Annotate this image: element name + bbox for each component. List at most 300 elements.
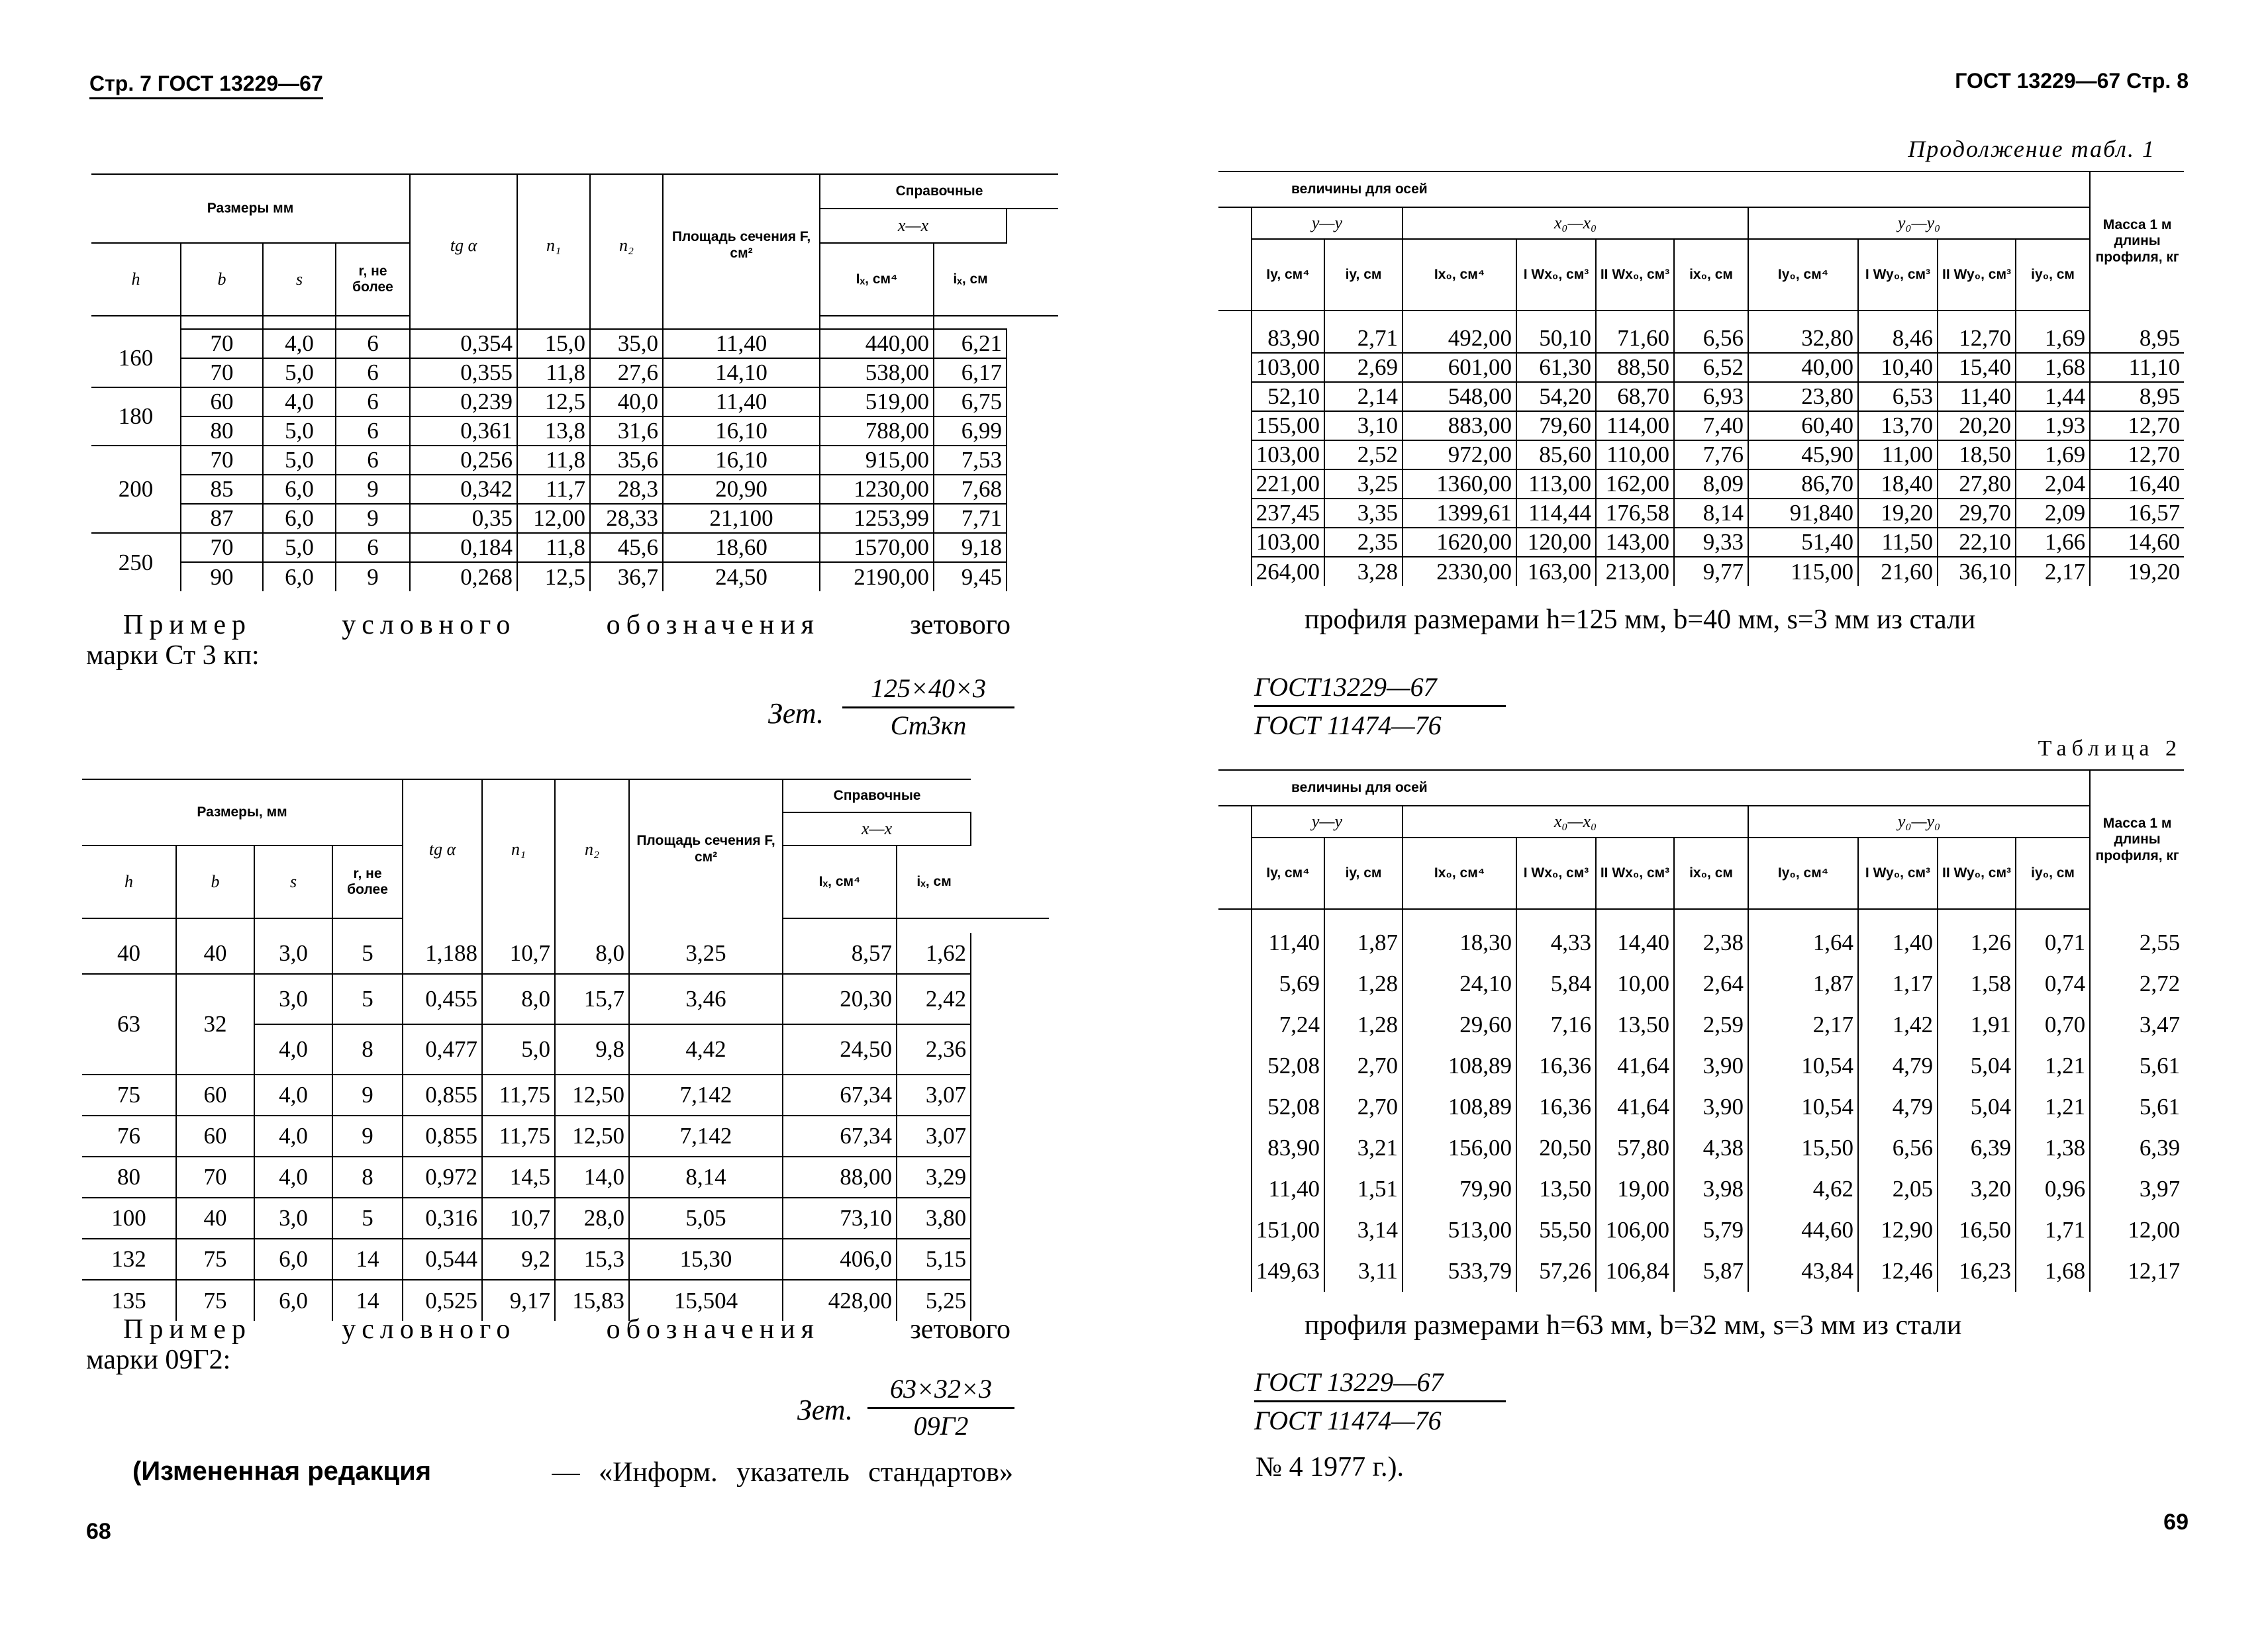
cell: 11,75 xyxy=(482,1116,555,1157)
cell: 0,361 xyxy=(410,416,517,446)
cell: 6,0 xyxy=(263,475,336,504)
cell: 1,21 xyxy=(2016,1045,2090,1087)
cell: 24,50 xyxy=(783,1024,897,1075)
cell: 16,10 xyxy=(663,416,820,446)
r2-th-wiix0: II Wx₀, см³ xyxy=(1596,838,1674,909)
cell: 4,79 xyxy=(1858,1045,1938,1087)
r2-th-iy: iy, см xyxy=(1324,838,1403,909)
cell: 788,00 xyxy=(820,416,934,446)
cell-end xyxy=(971,1116,1049,1157)
cell: 4,38 xyxy=(1674,1128,1748,1169)
example2-formula xyxy=(867,1373,1014,1441)
cell: 12,00 xyxy=(2090,1210,2184,1251)
table-row xyxy=(1218,922,2184,963)
example2-denominator: 09Г2 xyxy=(913,1411,969,1441)
continuation-label: Продолжение табл. 1 xyxy=(1908,136,2155,162)
cell: 7,16 xyxy=(1516,1004,1596,1045)
table2-caption: Таблица 2 xyxy=(2038,736,2182,761)
table-row xyxy=(91,562,1058,591)
cell: 2,04 xyxy=(2016,469,2090,499)
footer-note-rest: — «Информ. указатель стандартов» xyxy=(552,1457,1013,1488)
cell: 6 xyxy=(336,329,410,358)
cell: 114,00 xyxy=(1596,411,1674,440)
cell: 1,28 xyxy=(1324,1004,1403,1045)
cell: 3,29 xyxy=(897,1157,971,1198)
example2-line1 xyxy=(123,1314,1011,1345)
cell: 15,0 xyxy=(517,329,590,358)
cell: 7,76 xyxy=(1674,440,1748,469)
cell: 2,17 xyxy=(1748,1004,1858,1045)
cell: 24,10 xyxy=(1403,963,1516,1004)
r2-th-iy0: Iy₀, см⁴ xyxy=(1748,838,1858,909)
cell: 7,68 xyxy=(934,475,1007,504)
th2-Ix: Iₓ, см⁴ xyxy=(783,845,897,918)
cell: 8,14 xyxy=(629,1157,783,1198)
cell-h: 63 xyxy=(82,974,176,1075)
footer-note xyxy=(132,1457,1013,1488)
cell: 1,71 xyxy=(2016,1210,2090,1251)
cell: 73,10 xyxy=(783,1198,897,1239)
th2-ref: Справочные xyxy=(783,779,971,812)
cell: 52,10 xyxy=(1252,382,1324,411)
cell: 29,70 xyxy=(1938,499,2016,528)
cell: 103,00 xyxy=(1252,353,1324,382)
cell: 14 xyxy=(332,1239,403,1280)
cell: 57,26 xyxy=(1516,1251,1596,1292)
cell: 27,80 xyxy=(1938,469,2016,499)
right-table-2 xyxy=(1218,769,2184,1292)
cell: 6 xyxy=(336,387,410,416)
cell: 5,0 xyxy=(482,1024,555,1075)
cell: 5,25 xyxy=(897,1280,971,1321)
cell: 2,52 xyxy=(1324,440,1403,469)
cell: 8,57 xyxy=(783,933,897,974)
left-page-header: Стр. 7 ГОСТ 13229—67 xyxy=(89,72,323,99)
cell: 21,100 xyxy=(663,504,820,533)
cell: 7,142 xyxy=(629,1116,783,1157)
cell: 1570,00 xyxy=(820,533,934,562)
example1-numerator: 125×40×3 xyxy=(842,673,1014,708)
cell: 2,71 xyxy=(1324,324,1403,353)
table-row xyxy=(1218,557,2184,586)
right-example1-tail: профиля размерами h=125 мм, b=40 мм, s=3 мм из стали xyxy=(1305,604,1976,635)
cell: 120,00 xyxy=(1516,528,1596,557)
cell: 83,90 xyxy=(1252,324,1324,353)
cell: 2,05 xyxy=(1858,1169,1938,1210)
example1-formula xyxy=(842,673,1014,741)
cell-h: 80 xyxy=(82,1157,176,1198)
cell: 83,90 xyxy=(1252,1128,1324,1169)
cell: 0,239 xyxy=(410,387,517,416)
cell: 428,00 xyxy=(783,1280,897,1321)
cell: 1,68 xyxy=(2016,353,2090,382)
cell: 9 xyxy=(336,475,410,504)
cell: 10,40 xyxy=(1858,353,1938,382)
cell: 16,36 xyxy=(1516,1045,1596,1087)
cell-h: 132 xyxy=(82,1239,176,1280)
table-row xyxy=(91,475,1058,504)
cell: 0,855 xyxy=(403,1116,482,1157)
table-row xyxy=(91,504,1058,533)
cell: 6 xyxy=(336,446,410,475)
cell: 5,05 xyxy=(629,1198,783,1239)
cell: 4,0 xyxy=(254,1116,332,1157)
cell: 16,10 xyxy=(663,446,820,475)
cell: 54,20 xyxy=(1516,382,1596,411)
cell: 3,0 xyxy=(254,933,332,974)
cell: 0,544 xyxy=(403,1239,482,1280)
cell: 113,00 xyxy=(1516,469,1596,499)
table-row xyxy=(1218,411,2184,440)
cell: 106,00 xyxy=(1596,1210,1674,1251)
cell: 155,00 xyxy=(1252,411,1324,440)
cell: 0,184 xyxy=(410,533,517,562)
cell: 9 xyxy=(336,562,410,591)
cell: 3,25 xyxy=(629,933,783,974)
cell: 0,35 xyxy=(410,504,517,533)
cell: 601,00 xyxy=(1403,353,1516,382)
cell: 70 xyxy=(181,358,263,387)
cell: 6 xyxy=(336,533,410,562)
cell: 28,0 xyxy=(555,1198,629,1239)
cell: 1399,61 xyxy=(1403,499,1516,528)
cell: 0,855 xyxy=(403,1075,482,1116)
table-row xyxy=(1218,1251,2184,1292)
cell: 108,89 xyxy=(1403,1087,1516,1128)
cell: 1,38 xyxy=(2016,1128,2090,1169)
cell: 108,89 xyxy=(1403,1045,1516,1087)
cell: 10,54 xyxy=(1748,1087,1858,1128)
cell: 85 xyxy=(181,475,263,504)
cell: 5 xyxy=(332,974,403,1024)
th2-sizes: Размеры, мм xyxy=(82,779,403,845)
table-row xyxy=(1218,1128,2184,1169)
cell: 79,60 xyxy=(1516,411,1596,440)
r1-th-wix0: I Wx₀, см³ xyxy=(1516,239,1596,311)
cell: 0,972 xyxy=(403,1157,482,1198)
cell: 12,70 xyxy=(2090,411,2184,440)
r1-th-iy: iy, см xyxy=(1324,239,1403,311)
r2-values-header: величины для осей xyxy=(1218,770,2090,806)
cell: 57,80 xyxy=(1596,1128,1674,1169)
th-area: Площадь сечения F, см² xyxy=(663,174,820,316)
example2-word3: обозначения xyxy=(606,1314,820,1345)
cell: 12,00 xyxy=(517,504,590,533)
th2-ix: iₓ, см xyxy=(897,845,971,918)
cell: 3,0 xyxy=(254,974,332,1024)
table-row xyxy=(91,387,1058,416)
cell: 52,08 xyxy=(1252,1045,1324,1087)
cell: 35,0 xyxy=(590,329,663,358)
cell: 23,80 xyxy=(1748,382,1858,411)
cell: 0,268 xyxy=(410,562,517,591)
cell: 156,00 xyxy=(1403,1128,1516,1169)
cell: 31,6 xyxy=(590,416,663,446)
cell: 8 xyxy=(332,1157,403,1198)
cell: 7,40 xyxy=(1674,411,1748,440)
cell-end xyxy=(971,1075,1049,1116)
right-example2-gost-den: ГОСТ 11474—76 xyxy=(1254,1406,1442,1435)
cell: 5,0 xyxy=(263,358,336,387)
cell: 90 xyxy=(181,562,263,591)
cell-end xyxy=(971,933,1049,974)
cell: 11,00 xyxy=(1858,440,1938,469)
table-row xyxy=(1218,440,2184,469)
cell: 12,46 xyxy=(1858,1251,1938,1292)
cell: 0,477 xyxy=(403,1024,482,1075)
cell: 548,00 xyxy=(1403,382,1516,411)
cell: 12,90 xyxy=(1858,1210,1938,1251)
example2-word4: зетового xyxy=(910,1314,1011,1345)
table-row xyxy=(91,446,1058,475)
cell: 11,40 xyxy=(663,329,820,358)
cell: 115,00 xyxy=(1748,557,1858,586)
th-r: r, не более xyxy=(336,243,410,316)
cell: 6,56 xyxy=(1674,324,1748,353)
cell-b: 40 xyxy=(176,933,254,974)
cell: 80 xyxy=(181,416,263,446)
cell: 67,34 xyxy=(783,1075,897,1116)
cell: 10,7 xyxy=(482,933,555,974)
example2-line2: марки 09Г2: xyxy=(86,1345,231,1375)
cell: 6,99 xyxy=(934,416,1007,446)
cell: 79,90 xyxy=(1403,1169,1516,1210)
cell: 16,23 xyxy=(1938,1251,2016,1292)
th-b: b xyxy=(181,243,263,316)
cell: 88,50 xyxy=(1596,353,1674,382)
cell: 45,6 xyxy=(590,533,663,562)
cell: 8,95 xyxy=(2090,324,2184,353)
cell: 41,64 xyxy=(1596,1087,1674,1128)
cell: 36,7 xyxy=(590,562,663,591)
table-row xyxy=(1218,469,2184,499)
cell: 1,68 xyxy=(2016,1251,2090,1292)
cell: 70 xyxy=(181,446,263,475)
cell: 1,42 xyxy=(1858,1004,1938,1045)
cell: 6,75 xyxy=(934,387,1007,416)
cell: 1,58 xyxy=(1938,963,2016,1004)
cell-b: 75 xyxy=(176,1239,254,1280)
cell: 13,8 xyxy=(517,416,590,446)
r1-th-iy0: Iy₀, см⁴ xyxy=(1748,239,1858,311)
cell: 44,60 xyxy=(1748,1210,1858,1251)
cell: 12,17 xyxy=(2090,1251,2184,1292)
th-n1: n₁ xyxy=(517,174,590,316)
cell: 3,14 xyxy=(1324,1210,1403,1251)
cell: 1,26 xyxy=(1938,922,2016,963)
cell: 8,14 xyxy=(1674,499,1748,528)
cell: 11,8 xyxy=(517,358,590,387)
right-example2-gost-num: ГОСТ 13229—67 xyxy=(1254,1367,1506,1402)
cell: 3,07 xyxy=(897,1075,971,1116)
cell: 1,28 xyxy=(1324,963,1403,1004)
cell: 67,34 xyxy=(783,1116,897,1157)
cell: 1,62 xyxy=(897,933,971,974)
cell: 2,70 xyxy=(1324,1045,1403,1087)
cell: 3,0 xyxy=(254,1198,332,1239)
cell: 2,14 xyxy=(1324,382,1403,411)
cell: 3,25 xyxy=(1324,469,1403,499)
cell-end xyxy=(971,1239,1049,1280)
cell-b: 60 xyxy=(176,1116,254,1157)
cell: 163,00 xyxy=(1516,557,1596,586)
r1-th-ix0: Ix₀, см⁴ xyxy=(1403,239,1516,311)
cell-end xyxy=(971,1157,1049,1198)
example2-numerator: 63×32×3 xyxy=(867,1373,1014,1409)
r1-th-ix0: ix₀, см xyxy=(1674,239,1748,311)
cell: 50,10 xyxy=(1516,324,1596,353)
cell: 0,70 xyxy=(2016,1004,2090,1045)
table-row xyxy=(82,1198,1049,1239)
cell: 20,90 xyxy=(663,475,820,504)
cell-h: 180 xyxy=(91,387,181,446)
cell: 21,60 xyxy=(1858,557,1938,586)
cell: 5,69 xyxy=(1252,963,1324,1004)
cell: 20,50 xyxy=(1516,1128,1596,1169)
cell: 5,15 xyxy=(897,1239,971,1280)
cell: 15,504 xyxy=(629,1280,783,1321)
cell: 1,44 xyxy=(2016,382,2090,411)
cell: 18,50 xyxy=(1938,440,2016,469)
r1-yy: y—y xyxy=(1252,207,1403,239)
cell: 519,00 xyxy=(820,387,934,416)
cell: 3,90 xyxy=(1674,1087,1748,1128)
cell: 4,0 xyxy=(254,1024,332,1075)
cell: 2,55 xyxy=(2090,922,2184,963)
cell: 9,2 xyxy=(482,1239,555,1280)
table-row xyxy=(82,1239,1049,1280)
cell: 9,33 xyxy=(1674,528,1748,557)
cell: 0,525 xyxy=(403,1280,482,1321)
cell: 91,840 xyxy=(1748,499,1858,528)
cell-h: 200 xyxy=(91,446,181,533)
cell: 4,79 xyxy=(1858,1087,1938,1128)
cell: 9 xyxy=(336,504,410,533)
cell: 4,0 xyxy=(254,1157,332,1198)
r2-yy: y—y xyxy=(1252,806,1403,838)
cell: 5,04 xyxy=(1938,1045,2016,1087)
cell: 11,40 xyxy=(1938,382,2016,411)
r2-th-iy: Iy, см⁴ xyxy=(1252,838,1324,909)
cell: 24,50 xyxy=(663,562,820,591)
cell-h: 135 xyxy=(82,1280,176,1321)
cell: 3,07 xyxy=(897,1116,971,1157)
example1-word1: Пример xyxy=(123,610,252,640)
cell: 406,0 xyxy=(783,1239,897,1280)
cell: 2,38 xyxy=(1674,922,1748,963)
cell: 103,00 xyxy=(1252,440,1324,469)
cell: 2,09 xyxy=(2016,499,2090,528)
cell: 1,17 xyxy=(1858,963,1938,1004)
table-row xyxy=(91,533,1058,562)
cell: 3,97 xyxy=(2090,1169,2184,1210)
cell: 86,70 xyxy=(1748,469,1858,499)
cell: 6,0 xyxy=(254,1239,332,1280)
cell: 4,0 xyxy=(254,1075,332,1116)
cell: 11,40 xyxy=(1252,922,1324,963)
cell: 5 xyxy=(332,1198,403,1239)
cell: 1,40 xyxy=(1858,922,1938,963)
cell: 9,17 xyxy=(482,1280,555,1321)
cell: 27,6 xyxy=(590,358,663,387)
cell: 60 xyxy=(181,387,263,416)
table-row xyxy=(1218,353,2184,382)
cell: 40,00 xyxy=(1748,353,1858,382)
cell: 538,00 xyxy=(820,358,934,387)
cell-b: 60 xyxy=(176,1075,254,1116)
cell-h: 100 xyxy=(82,1198,176,1239)
cell: 0,342 xyxy=(410,475,517,504)
cell: 68,70 xyxy=(1596,382,1674,411)
r2-th-wix0: I Wx₀, см³ xyxy=(1516,838,1596,909)
cell: 14,40 xyxy=(1596,922,1674,963)
cell: 4,42 xyxy=(629,1024,783,1075)
cell: 3,47 xyxy=(2090,1004,2184,1045)
cell: 15,30 xyxy=(629,1239,783,1280)
th2-tg: tg α xyxy=(403,779,482,918)
cell: 55,50 xyxy=(1516,1210,1596,1251)
cell: 16,50 xyxy=(1938,1210,2016,1251)
cell: 1,51 xyxy=(1324,1169,1403,1210)
cell: 1,93 xyxy=(2016,411,2090,440)
cell: 18,40 xyxy=(1858,469,1938,499)
r1-values-header: величины для осей xyxy=(1218,171,2090,207)
cell: 9 xyxy=(332,1075,403,1116)
cell: 8,0 xyxy=(555,933,629,974)
cell: 14,10 xyxy=(663,358,820,387)
cell: 1,69 xyxy=(2016,440,2090,469)
cell: 13,70 xyxy=(1858,411,1938,440)
cell: 19,20 xyxy=(2090,557,2184,586)
r1-th-iy0: iy₀, см xyxy=(2016,239,2090,311)
cell: 6 xyxy=(336,416,410,446)
cell: 5,0 xyxy=(263,446,336,475)
cell: 1360,00 xyxy=(1403,469,1516,499)
cell: 2,35 xyxy=(1324,528,1403,557)
cell: 11,40 xyxy=(663,387,820,416)
cell: 60,40 xyxy=(1748,411,1858,440)
cell: 0,74 xyxy=(2016,963,2090,1004)
th2-n2: n₂ xyxy=(555,779,629,918)
th-axis: x—x xyxy=(820,209,1007,243)
cell: 1,87 xyxy=(1324,922,1403,963)
table-row xyxy=(1218,963,2184,1004)
cell: 6,21 xyxy=(934,329,1007,358)
cell: 2,72 xyxy=(2090,963,2184,1004)
r2-mass-header: Масса 1 м длины профиля, кг xyxy=(2090,770,2184,909)
th-Ix: Iₓ, см⁴ xyxy=(820,243,934,316)
example1-denominator: Ст3кп xyxy=(890,710,967,740)
th2-b: b xyxy=(176,845,254,918)
cell: 8 xyxy=(332,1024,403,1075)
th-h: h xyxy=(91,243,181,316)
table-row xyxy=(82,1116,1049,1157)
footer-note-bold: (Измененная редакция xyxy=(132,1457,432,1486)
table-row xyxy=(82,933,1049,974)
cell: 28,33 xyxy=(590,504,663,533)
cell: 15,50 xyxy=(1748,1128,1858,1169)
left-table-1 xyxy=(91,173,1058,591)
cell: 15,3 xyxy=(555,1239,629,1280)
cell: 11,75 xyxy=(482,1075,555,1116)
cell: 6,56 xyxy=(1858,1128,1938,1169)
cell: 6,0 xyxy=(263,562,336,591)
table-row xyxy=(1218,324,2184,353)
cell: 162,00 xyxy=(1596,469,1674,499)
right-footer-tail: № 4 1977 г.). xyxy=(1256,1452,1405,1482)
cell: 3,46 xyxy=(629,974,783,1024)
cell: 110,00 xyxy=(1596,440,1674,469)
